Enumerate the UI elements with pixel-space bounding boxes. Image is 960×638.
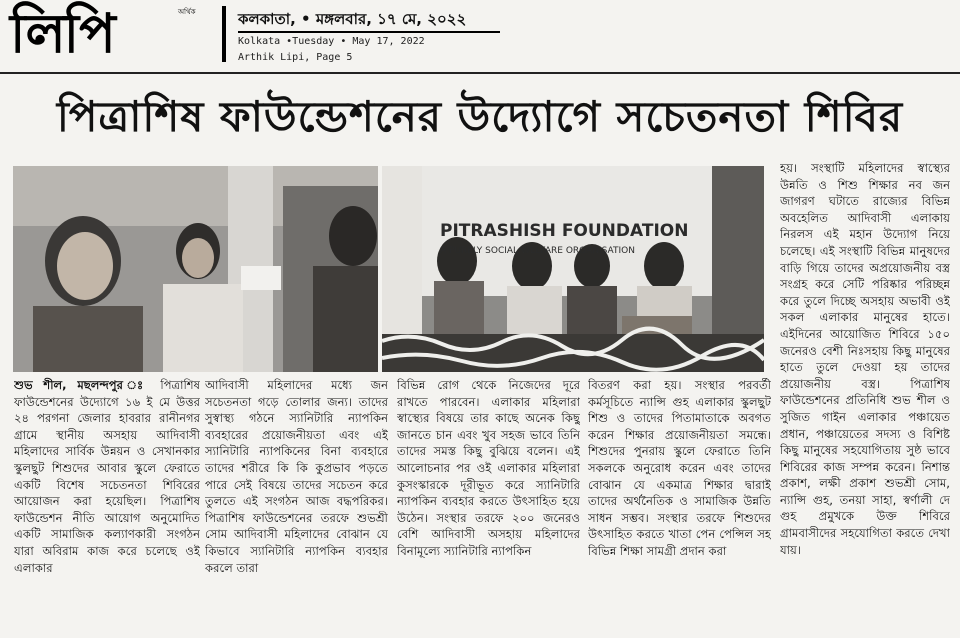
newspaper-logo: লিপি (10, 1, 114, 65)
masthead-divider (222, 6, 226, 62)
article-headline: পিত্রাশিষ ফাউন্ডেশনের উদ্যোগে সচেতনতা শিবির (56, 92, 904, 141)
photo-stall-illustration (382, 166, 764, 372)
photo-distribution-illustration (13, 166, 378, 372)
column-5-text: হয়। সংস্থাটি মহিলাদের স্বাস্থ্যের উন্নতি ও শিশু শিক্ষার নব জন জাগরণ ঘটাতে রাজ্যের বিভিন্ন অবহেলিত আদিবাসী এলাকায় নিরলস এই মহান উদ্যোগ নিয়ে চলেছে। এই সংস্থাটি বিভিন্ন মানুষদের বাড়ি গিয়ে তাদের অপ্রয়োজনীয় বস্ত্র সংগ্রহ করে সেটি পরিষ্কার পরিচ্ছন্ন করে তুলে দিচ্ছে অসহায় অভাবী ওই সকল এলাকার মানুষের হাতে। এইদিনের আয়োজিত শিবিরে ১৫০ জনেরও বেশী নিঃসহায় কিছু মানুষের হাতে তুলে দেওয়া হয় তাদের প্রয়োজনীয় বস্ত্র। পিত্রাশিষ ফাউন্ডেশনের প্রতিনিধি শুভ শীল ও সুজিত গাইন এলাকার পঞ্চায়েত প্রধান, পঞ্চায়েতের সদস্য ও বিশিষ্ট কিছু মানুষের সহযোগিতায় সুষ্ঠ ভাবে শিবিরের কাজ সম্পন্ন করেন। নিশান্ত প্রকাশ, লক্ষী প্রকাশ শুভশ্রী সোম, ন্যান্সি গুহ, তনয়া সাহা, স্বর্ণালী দে গুহ প্রমুখকে উক্ত শিবিরে গ্রামবাসীদের সহযোগিতা করতে দেখা যায়। (780, 161, 950, 557)
column-1-text: পিত্রাশিষ ফাউন্ডেশনের উদ্যোগে ১৬ ই মে উত্তর ২৪ পরগনা জেলার হাবরার রানীনগর গ্রামে স্থানীয় অসহায় আদিবাসী মহিলাদের সার্বিক উন্নয়ন ও সেখানকার স্কুলছুট শিশুদের আবার স্কুলে ফেরাতে একটি বিশেষ সচেতনতা শিবিরের আয়োজন করা হয়েছিল। পিত্রাশিষ ফাউন্ডেশন নীতি আয়োগ অনুমোদিত একটি সামাজিক কল্যাণকারী সংগঠন যারা অবিরাম কাজ করে চলেছে ওই এলাকার (14, 378, 200, 575)
dateline-rule (238, 31, 500, 33)
masthead (0, 0, 960, 78)
dateline-english: Kolkata •Tuesday • May 17, 2022 (238, 36, 425, 47)
banner-title: PITRASHISH FOUNDATION (440, 221, 689, 241)
article-byline: শুভ শীল, মছলন্দপুর ঃ (14, 378, 150, 392)
article-column-5 (780, 160, 950, 638)
banner-subtitle: A PURELY SOCIAL WELFARE ORGANISATION (440, 246, 635, 256)
article-column-3 (397, 377, 580, 638)
dateline-bengali: কলকাতা, • মঙ্গলবার, ১৭ মে, ২০২২ (238, 10, 467, 28)
photo-distribution (13, 166, 378, 372)
article-column-1 (14, 377, 200, 638)
masthead-rule (0, 72, 960, 74)
logo-tagline: অর্থিক (178, 8, 196, 16)
photo-foundation-stall (382, 166, 764, 372)
page-reference: Arthik Lipi, Page 5 (238, 52, 353, 63)
column-2-text: আদিবাসী মহিলাদের মধ্যে জন সচেতনতা গড়ে তোলার জন্য। তাদের সুস্বাস্থ্য গঠনে স্যানিটারি ন্যাপকিন ব্যবহারের প্রয়োজনীয়তা এবং এই স্যানিটারি ন্যাপকিনের বিনা ব্যবহারে তাদের শরীরে কি কি কুপ্রভাব পড়তে পারে সেই বিষয়ে তাদের সচেতন করে তুলতে এই সংগঠন আজ বদ্ধপরিকর। পিত্রাশিষ ফাউন্ডেশনের তরফে শুভশ্রী সোম আদিবাসী মহিলাদের বোঝান যে কিভাবে স্যানিটারি ন্যাপকিন ব্যবহার করলে তারা (205, 378, 388, 575)
column-4-text: বিতরণ করা হয়। সংস্থার পরবর্তী কর্মসূচিতে ন্যান্সি গুহ এলাকার স্কুলছুট শিশু ও তাদের পিতামাতাকে অবগত করেন শিক্ষার প্রয়োজনীয়তা সমন্ধে। শিশুদের পুনরায় স্কুলে ফেরাতে তিনি সকলকে অনুরোধ করেন এবং তাদের বোঝান যে একমাত্র শিক্ষার দ্বারাই তাদের অর্থনৈতিক ও সামাজিক উন্নতি সাধন সম্ভব। সংস্থার তরফে শিশুদের উৎসাহিত করতে খাতা পেন পেন্সিল সহ বিভিন্ন শিক্ষা সামগ্রী প্রদান করা (588, 378, 771, 558)
article-column-2 (205, 377, 388, 638)
article-column-4 (588, 377, 771, 638)
column-3-text: বিভিন্ন রোগ থেকে নিজেদের দূরে রাখতে পারবেন। এলাকার মহিলারা স্বাস্থ্যের বিষয়ে তার কাছে অনেক কিছু জানতে চান এবং খুব সহজ ভাবে তিনি তাদের সমস্ত কিছু বুঝিয়ে বলেন। এই আলোচনার পর ওই এলাকার মহিলারা কুসংস্কারকে দূরীভূত করে স্যানিটারি ন্যাপকিন ব্যবহার করতে উৎসাহিত হয়ে উঠেন। সংস্থার তরফে ২০০ জনেরও বেশি আদিবাসী অসহায় মহিলাদের বিনামূল্যে স্যানিটারি ন্যাপকিন (397, 378, 580, 558)
